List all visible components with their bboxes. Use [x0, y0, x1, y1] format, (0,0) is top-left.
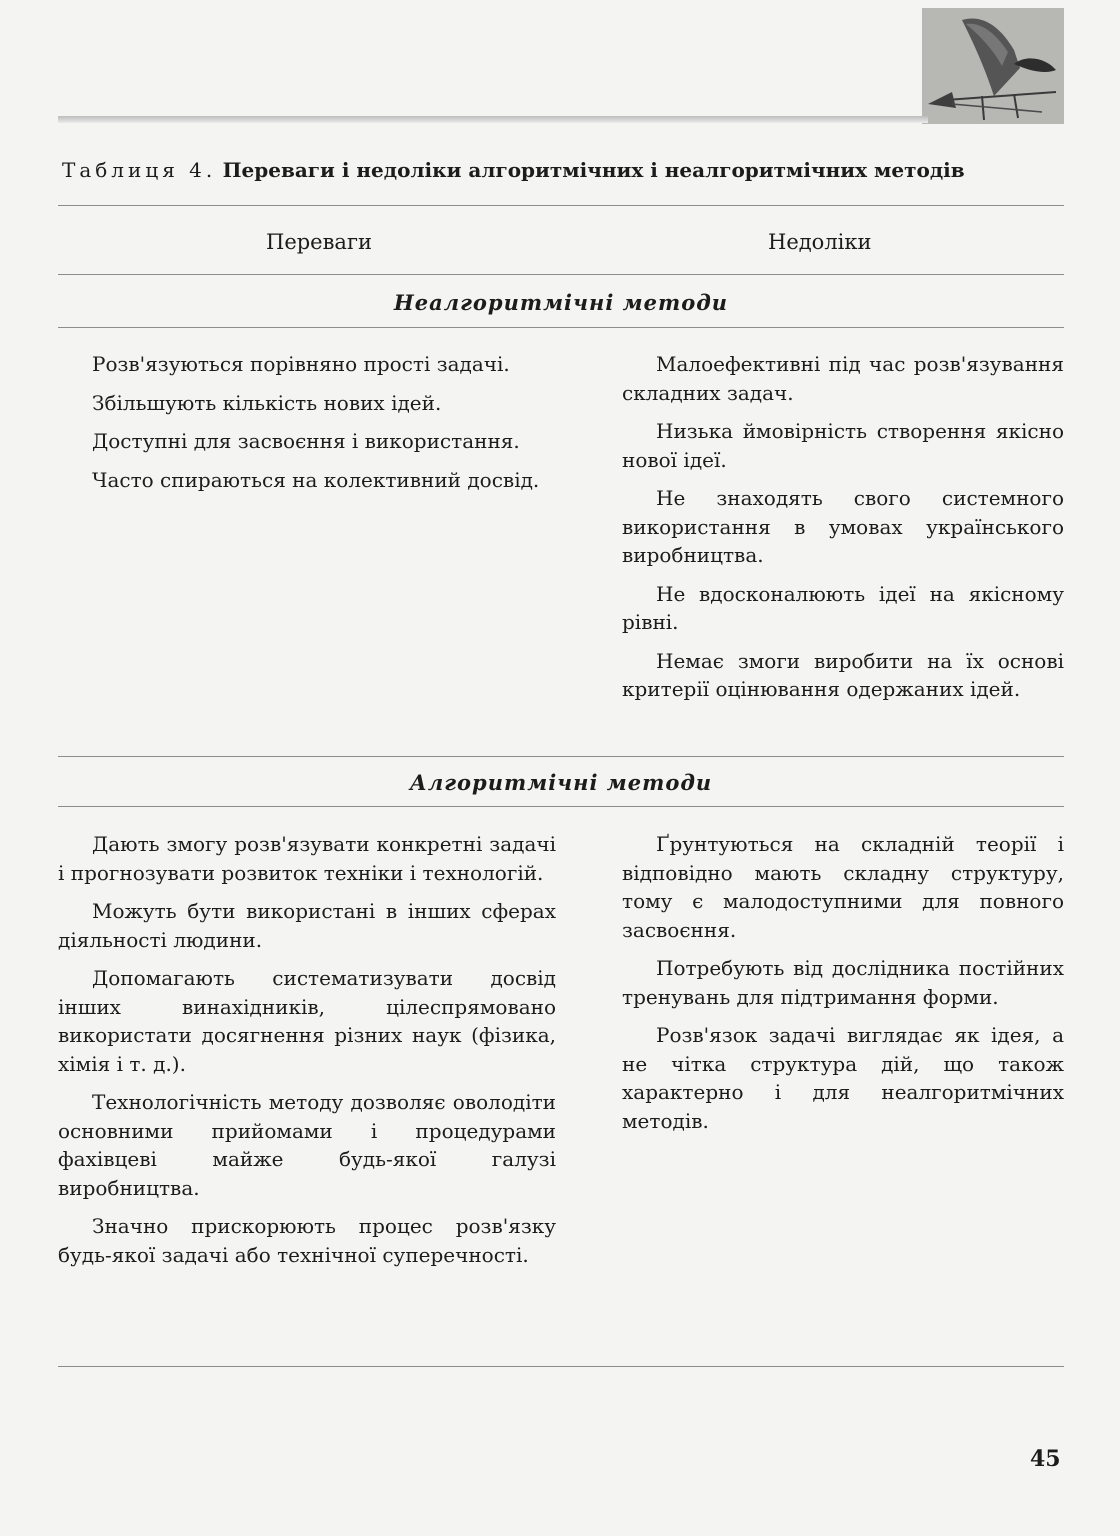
- table-caption: Переваги і недоліки алгоритмічних і неалгоритмічних методів: [222, 158, 965, 182]
- table-bottom-rule: [58, 1366, 1064, 1367]
- list-item: Дають змогу розв'язувати конкретні задачі і прогнозувати розвиток техніки і технологій.: [58, 832, 556, 885]
- advantages-column-header: Переваги: [266, 230, 372, 254]
- list-item: Збільшують кількість нових ідей.: [92, 390, 442, 415]
- list-item: Немає змоги виробити на їх основі критерії оцінювання одержаних ідей.: [622, 648, 1064, 701]
- table-label: Таблиця 4.: [62, 158, 217, 182]
- list-item: Не знаходять свого системного використання в умовах українського виробництва.: [622, 486, 1064, 567]
- nonalgorithmic-advantages: [58, 350, 556, 504]
- algorithmic-advantages: [58, 830, 556, 1279]
- list-item: Малоефективні під час розв'язування складних задач.: [622, 352, 1064, 405]
- algorithmic-disadvantages: [622, 830, 1064, 1145]
- section-rule: [58, 756, 1064, 757]
- table-title: [62, 158, 1062, 182]
- flying-machine-illustration: [922, 8, 1064, 124]
- list-item: Розв'язуються порівняно прості задачі.: [92, 352, 510, 376]
- header-rule: [58, 116, 928, 123]
- section-rule: [58, 327, 1064, 328]
- section-title-algorithmic: Алгоритмічні методи: [409, 770, 713, 795]
- list-item: Не вдосконалюють ідеї на якісному рівні.: [622, 581, 1064, 634]
- disadvantages-column-header: Недоліки: [768, 230, 872, 254]
- list-item: Низька ймовірність створення якісно нової ідеї.: [622, 419, 1064, 472]
- nonalgorithmic-disadvantages: [622, 350, 1064, 714]
- list-item: Значно прискорюють процес розв'язку будь-якої задачі або технічної суперечності.: [58, 1214, 556, 1267]
- list-item: Допомагають систематизувати досвід інших винахідників, цілеспрямовано використати досягнення різних наук (фізика, хімія і т. д.).: [58, 966, 556, 1076]
- section-rule: [58, 806, 1064, 807]
- page-number: 45: [1030, 1446, 1061, 1472]
- list-item: Часто спираються на колективний досвід.: [92, 467, 540, 492]
- list-item: Потребують від дослідника постійних тренувань для підтримання форми.: [622, 956, 1064, 1009]
- section-title-nonalgorithmic: Неалгоритмічні методи: [393, 290, 729, 315]
- list-item: Доступні для засвоєння і використання.: [92, 429, 520, 453]
- list-item: Технологічність методу дозволяє оволодіти основними прийомами і процедурами фахівцеві майже будь-якої галузі виробництва.: [58, 1090, 556, 1200]
- table-top-rule: [58, 205, 1064, 206]
- list-item: Можуть бути використані в інших сферах діяльності людини.: [58, 899, 556, 952]
- list-item: Розв'язок задачі виглядає як ідея, а не чітка структура дій, що також характерно і для неалгоритмічних методів.: [622, 1023, 1064, 1133]
- list-item: Ґрунтуються на складній теорії і відповідно мають складну структуру, тому є малодоступними для повного засвоєння.: [622, 832, 1064, 942]
- header-bottom-rule: [58, 274, 1064, 275]
